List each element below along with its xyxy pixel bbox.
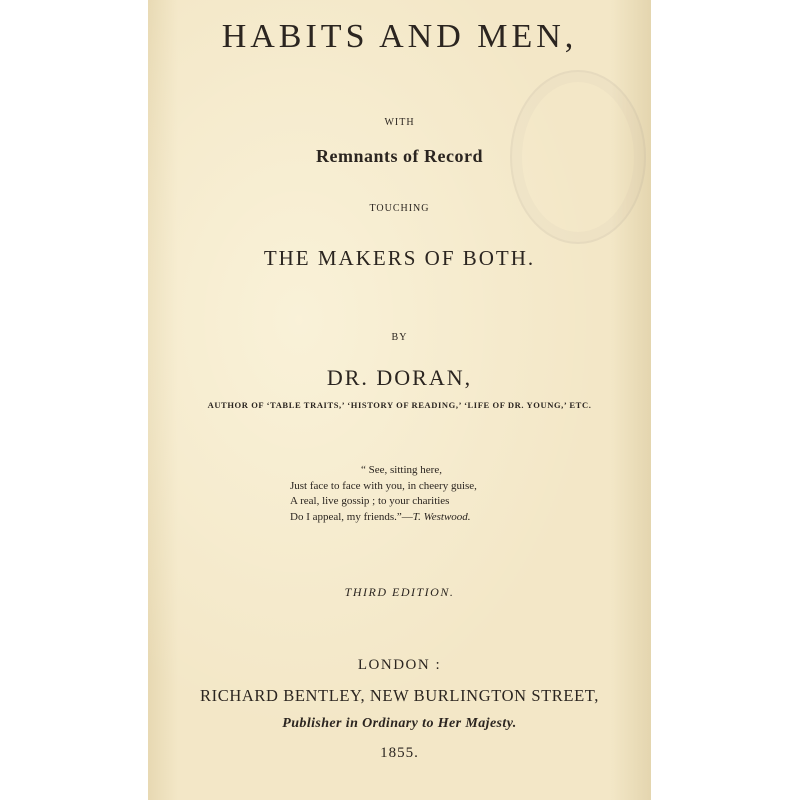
epigraph-attribution: T. Westwood. <box>412 510 471 523</box>
imprint-appointment: Publisher in Ordinary to Her Majesty. <box>282 716 517 731</box>
epigraph-line: “ See, sitting here, <box>361 464 442 476</box>
imprint-publisher: RICHARD BENTLEY, NEW BURLINGTON STREET, <box>200 686 599 705</box>
imprint-year: 1855. <box>380 745 419 761</box>
author-works: AUTHOR OF ‘TABLE TRAITS,’ ‘HISTORY OF READING,’ ‘LIFE OF DR. YOUNG,’ ETC. <box>207 400 592 410</box>
epigraph <box>286 463 546 525</box>
epigraph-line: Just face to face with you, in cheery guise, <box>290 479 477 492</box>
book-subject: THE MAKERS OF BOTH. <box>263 246 536 270</box>
epigraph-line: Do I appeal, my friends.”— <box>290 510 413 523</box>
with-label: WITH <box>384 117 415 128</box>
by-label: BY <box>391 332 408 343</box>
book-title: HABITS AND MEN, <box>221 18 578 55</box>
epigraph-last-line <box>286 510 546 526</box>
touching-label: TOUCHING <box>369 203 430 214</box>
imprint-city: LONDON : <box>357 657 442 673</box>
title-page <box>148 0 651 800</box>
edition-label: THIRD EDITION. <box>344 585 455 599</box>
epigraph-line: A real, live gossip ; to your charities <box>290 495 450 507</box>
book-subtitle: Remnants of Record <box>316 146 483 166</box>
author-name: DR. DORAN, <box>326 365 473 390</box>
